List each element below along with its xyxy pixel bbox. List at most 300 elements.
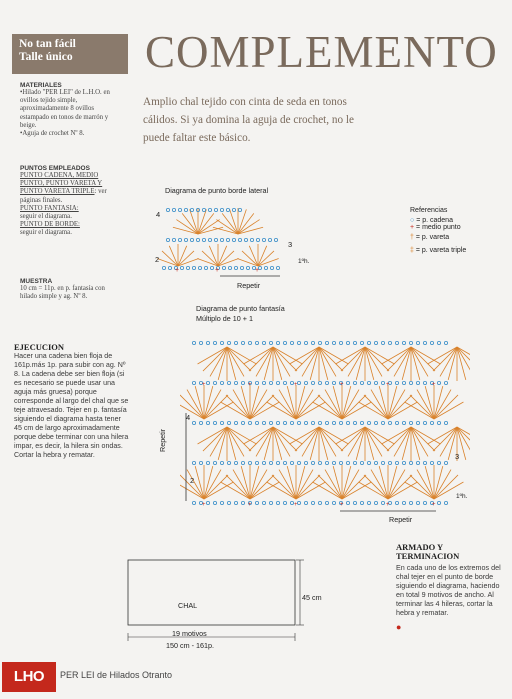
border-chain-stitch	[178, 238, 181, 241]
fantasy-chain-stitch	[388, 341, 391, 344]
stitches-list-note: : ver páginas finales.	[20, 188, 107, 204]
fantasy-chain-stitch	[318, 421, 321, 424]
border-chain-stitch	[196, 238, 199, 241]
fantasy-chain-stitch	[255, 461, 258, 464]
fantasy-chain-stitch	[325, 461, 328, 464]
fantasy-chain-stitch	[318, 501, 321, 504]
fantasy-single-crochet: +	[386, 382, 390, 388]
border-chain-stitch	[162, 266, 165, 269]
triple-crochet-symbol-icon: ‡	[410, 247, 414, 254]
fantasy-single-crochet: +	[340, 382, 344, 388]
fantasy-chain-stitch	[416, 341, 419, 344]
fantasy-chain-stitch	[416, 381, 419, 384]
fantasy-chain-stitch	[367, 461, 370, 464]
fantasy-chain-stitch	[395, 421, 398, 424]
execution-section	[14, 342, 129, 460]
border-chain-stitch	[204, 266, 207, 269]
border-shell-stitch	[213, 227, 238, 234]
badge-size: Talle único	[19, 51, 73, 63]
fantasy-chain-stitch	[290, 341, 293, 344]
fantasy-chain-stitch	[206, 501, 209, 504]
schematic-label: CHAL	[178, 601, 198, 610]
footer-text: PER LEI de Hilados Otranto	[60, 670, 173, 680]
fantasy-single-crochet: +	[340, 502, 344, 508]
badge-difficulty: No tan fácil	[19, 38, 76, 50]
fantasy-diagram-multiple: Múltiplo de 10 + 1	[196, 314, 253, 323]
fantasy-chain-stitch	[269, 341, 272, 344]
fantasy-chain-stitch	[444, 501, 447, 504]
fantasy-chain-stitch	[325, 421, 328, 424]
fantasy-chain-stitch	[339, 341, 342, 344]
fantasy-chain-stitch	[297, 341, 300, 344]
fantasy-chain-stitch	[241, 341, 244, 344]
fantasy-chain-stitch	[381, 421, 384, 424]
border-chain-stitch	[172, 238, 175, 241]
border-chain-stitch	[180, 266, 183, 269]
fantasy-chain-stitch	[255, 501, 258, 504]
fantasy-chain-stitch	[395, 381, 398, 384]
fantasy-chain-stitch	[395, 461, 398, 464]
materials-item-hook: •Aguja de crochet Nº 8.	[20, 130, 85, 138]
fantasy-chain-stitch	[241, 381, 244, 384]
fantasy-chain-stitch	[206, 461, 209, 464]
fantasy-chain-stitch	[346, 341, 349, 344]
border-chain-stitch	[166, 208, 169, 211]
fantasy-chain-stitch	[227, 421, 230, 424]
legend-chain: ○ = p. cadena	[410, 217, 453, 224]
border-chain-stitch	[210, 266, 213, 269]
border-chain-stitch	[192, 266, 195, 269]
fantasy-chain-stitch	[360, 461, 363, 464]
border-row-3-label: 3	[288, 240, 293, 249]
legend	[410, 207, 500, 254]
border-shell-stitch	[162, 251, 178, 266]
fantasy-chain-stitch	[346, 461, 349, 464]
fantasy-chain-stitch	[192, 381, 195, 384]
fantasy-chain-stitch	[283, 381, 286, 384]
fantasy-chain-stitch	[276, 501, 279, 504]
border-chain-stitch	[226, 208, 229, 211]
border-diagram-title: Diagrama de punto borde lateral	[165, 186, 269, 195]
fantasy-chain-stitch	[423, 461, 426, 464]
fantasy-chain-stitch	[304, 501, 307, 504]
double-crochet-symbol-icon: †	[410, 234, 414, 241]
fantasy-chain-stitch	[297, 461, 300, 464]
border-chain-stitch	[190, 208, 193, 211]
fantasy-chain-stitch	[444, 421, 447, 424]
border-chain-stitch	[238, 238, 241, 241]
fantasy-chain-stitch	[213, 341, 216, 344]
fantasy-chain-stitch	[304, 341, 307, 344]
fantasy-chain-stitch	[395, 501, 398, 504]
fantasy-chain-stitch	[437, 381, 440, 384]
fantasy-chain-stitch	[311, 421, 314, 424]
stitches-section	[20, 165, 120, 238]
border-shell-stitch	[198, 209, 206, 234]
fantasy-chain-stitch	[192, 501, 195, 504]
fantasy-chain-stitch	[290, 421, 293, 424]
border-diagram	[150, 196, 310, 288]
fantasy-diagram-title: Diagrama de punto fantasía	[196, 304, 285, 313]
border-chain-stitch	[246, 266, 249, 269]
border-chain-stitch	[178, 208, 181, 211]
border-shell-stitch	[198, 220, 220, 234]
fantasy-chain-stitch	[248, 421, 251, 424]
stitches-list: PUNTO CADENA, MEDIO PUNTO, PUNTO VARETA Y PUNTO VARETA TRIPLE	[20, 172, 103, 196]
border-shell-stitch	[216, 220, 238, 234]
fantasy-chain-stitch	[220, 341, 223, 344]
fantasy-chain-stitch	[339, 461, 342, 464]
border-chain-stitch	[232, 208, 235, 211]
fantasy-chain-stitch	[430, 461, 433, 464]
fantasy-chain-stitch	[234, 341, 237, 344]
stitch-fantasia-note: seguir el diagrama.	[20, 213, 72, 221]
fantasy-chain-stitch	[423, 421, 426, 424]
border-chain-stitch	[262, 238, 265, 241]
stitches-heading: PUNTOS EMPLEADOS	[20, 165, 90, 172]
border-shell-stitch	[190, 209, 198, 234]
border-shell-stitch	[222, 213, 238, 234]
fantasy-chain-stitch	[192, 341, 195, 344]
fantasy-chain-stitch	[276, 461, 279, 464]
fantasy-chain-stitch	[234, 461, 237, 464]
fantasy-chain-stitch	[213, 421, 216, 424]
fantasy-single-crochet: +	[248, 382, 252, 388]
fantasy-chain-stitch	[402, 501, 405, 504]
border-chain-stitch	[214, 208, 217, 211]
fantasy-chain-stitch	[199, 421, 202, 424]
fantasy-chain-stitch	[311, 341, 314, 344]
single-crochet-symbol-icon: +	[410, 224, 415, 231]
fantasy-chain-stitch	[430, 341, 433, 344]
fantasy-chain-stitch	[283, 421, 286, 424]
border-chain-stitch	[198, 266, 201, 269]
finishing-section	[396, 543, 506, 635]
fantasy-chain-stitch	[353, 341, 356, 344]
stitch-fantasia-label: PUNTO FANTASIA:	[20, 204, 79, 212]
end-marker-icon: ●	[396, 622, 402, 632]
fantasy-chain-stitch	[374, 421, 377, 424]
brand-logo: LHO	[2, 662, 56, 692]
fantasy-chain-stitch	[255, 421, 258, 424]
fantasy-chain-stitch	[381, 381, 384, 384]
fantasy-single-crochet: +	[248, 502, 252, 508]
border-chain-stitch	[190, 238, 193, 241]
legend-heading: Referencias	[410, 207, 448, 214]
difficulty-badge	[12, 34, 128, 74]
fantasy-chain-stitch	[227, 461, 230, 464]
schematic-motifs: 19 motivos	[172, 629, 207, 638]
fantasy-chain-stitch	[409, 501, 412, 504]
fantasy-chain-stitch	[332, 341, 335, 344]
fantasy-chain-stitch	[360, 421, 363, 424]
fantasy-chain-stitch	[381, 341, 384, 344]
border-chain-stitch	[184, 208, 187, 211]
chal-schematic	[118, 555, 318, 655]
fantasy-chain-stitch	[437, 461, 440, 464]
border-chain-stitch	[186, 266, 189, 269]
fantasy-chain-stitch	[325, 341, 328, 344]
fantasy-chain-stitch	[437, 501, 440, 504]
fantasy-diagram	[180, 323, 470, 515]
stitch-border-note: seguir el diagrama.	[20, 229, 72, 237]
border-chain-stitch	[264, 266, 267, 269]
fantasy-chain-stitch	[304, 461, 307, 464]
fantasy-chain-stitch	[409, 381, 412, 384]
execution-end: Cortar la hebra y rematar.	[14, 451, 95, 459]
fantasy-chain-stitch	[262, 461, 265, 464]
border-chain-stitch	[214, 238, 217, 241]
fantasy-chain-stitch	[290, 461, 293, 464]
fantasy-chain-stitch	[409, 461, 412, 464]
fantasy-chain-stitch	[304, 421, 307, 424]
border-shell-stitch	[238, 220, 260, 234]
border-chain-stitch	[208, 238, 211, 241]
fantasy-chain-stitch	[353, 461, 356, 464]
fantasy-chain-stitch	[227, 341, 230, 344]
fantasy-chain-stitch	[269, 461, 272, 464]
fantasy-chain-stitch	[430, 421, 433, 424]
border-chain-stitch	[226, 238, 229, 241]
fantasy-single-crochet: +	[294, 502, 298, 508]
border-shell-stitch	[182, 213, 198, 234]
fantasy-chain-stitch	[276, 341, 279, 344]
fantasy-single-crochet: +	[432, 382, 436, 388]
fantasy-chain-stitch	[360, 341, 363, 344]
border-shell-stitch	[238, 209, 246, 234]
border-single-crochet: +	[175, 267, 180, 274]
finishing-text: En cada uno de los extremos del chal tejer en el punto de borde siguiendo el diagrama, haciendo en total 9 motivos de ancho. Al terminar las 4 hileras, cortar la hebra y rematar.	[396, 563, 501, 617]
fantasy-chain-stitch	[318, 341, 321, 344]
fantasy-chain-stitch	[381, 461, 384, 464]
border-shell-stitch	[258, 251, 274, 266]
fantasy-chain-stitch	[367, 381, 370, 384]
fantasy-chain-stitch	[283, 341, 286, 344]
fantasy-chain-stitch	[325, 381, 328, 384]
fantasy-chain-stitch	[304, 381, 307, 384]
border-chain-stitch	[240, 266, 243, 269]
fantasy-chain-stitch	[416, 501, 419, 504]
fantasy-chain-stitch	[297, 501, 300, 504]
fantasy-chain-stitch	[241, 461, 244, 464]
border-chain-stitch	[168, 266, 171, 269]
fantasy-chain-stitch	[276, 381, 279, 384]
fantasy-chain-stitch	[374, 381, 377, 384]
fantasy-chain-stitch	[353, 421, 356, 424]
fantasy-chain-stitch	[213, 461, 216, 464]
fantasy-chain-stitch	[206, 341, 209, 344]
fantasy-chain-stitch	[199, 341, 202, 344]
border-row-4-label: 4	[156, 210, 161, 219]
legend-double: † = p. vareta	[410, 234, 450, 241]
fantasy-row-4-label: 4	[186, 413, 191, 422]
stitch-border-label: PUNTO DE BORDE:	[20, 221, 80, 229]
fantasy-chain-stitch	[227, 501, 230, 504]
legend-triple: ‡ = p. vareta triple	[410, 247, 467, 254]
fantasy-chain-stitch	[423, 501, 426, 504]
fantasy-chain-stitch	[269, 501, 272, 504]
border-shell-stitch	[230, 209, 238, 234]
fantasy-chain-stitch	[283, 461, 286, 464]
border-chain-stitch	[228, 266, 231, 269]
fantasy-chain-stitch	[220, 501, 223, 504]
materials-item-yarn: •Hilado "PER LEI" de L.H.O. en ovillos tejido simple, aproximadamente 8 ovillos estampado en tonos de marrón y beige.	[20, 89, 110, 129]
fantasy-single-crochet: +	[386, 502, 390, 508]
fantasy-chain-stitch	[360, 381, 363, 384]
border-chain-stitch	[208, 208, 211, 211]
fantasy-chain-stitch	[381, 501, 384, 504]
schematic-width: 150 cm - 161p.	[166, 641, 214, 650]
fantasy-chain-stitch	[206, 381, 209, 384]
fantasy-chain-stitch	[192, 461, 195, 464]
fantasy-chain-stitch	[332, 501, 335, 504]
border-chain-stitch	[166, 238, 169, 241]
border-shell-stitch	[176, 220, 198, 234]
fantasy-chain-stitch	[262, 341, 265, 344]
materials-heading: MATERIALES	[20, 82, 62, 89]
border-shell-stitch	[198, 213, 214, 234]
fantasy-chain-stitch	[283, 501, 286, 504]
fantasy-chain-stitch	[213, 381, 216, 384]
schematic-height: 45 cm	[302, 593, 322, 602]
fantasy-chain-stitch	[332, 421, 335, 424]
border-shell-stitch	[238, 227, 263, 234]
fantasy-chain-stitch	[444, 381, 447, 384]
border-chain-stitch	[256, 238, 259, 241]
border-chain-stitch	[232, 238, 235, 241]
fantasy-chain-stitch	[346, 501, 349, 504]
execution-heading: EJECUCION	[14, 342, 65, 352]
border-shell-stitch	[218, 251, 234, 266]
fantasy-chain-stitch	[318, 461, 321, 464]
fantasy-chain-stitch	[262, 421, 265, 424]
fantasy-chain-stitch	[220, 421, 223, 424]
fantasy-chain-stitch	[416, 461, 419, 464]
fantasy-chain-stitch	[234, 421, 237, 424]
fantasy-chain-stitch	[402, 381, 405, 384]
fantasy-chain-stitch	[255, 381, 258, 384]
fantasy-chain-stitch	[241, 501, 244, 504]
fantasy-chain-stitch	[241, 421, 244, 424]
page-title: COMPLEMENTO	[145, 27, 498, 77]
fantasy-chain-stitch	[255, 341, 258, 344]
fantasy-single-crochet: +	[202, 382, 206, 388]
border-chain-stitch	[220, 238, 223, 241]
fantasy-chain-stitch	[367, 421, 370, 424]
fantasy-chain-stitch	[262, 381, 265, 384]
fantasy-row-2-label: 2	[190, 476, 195, 485]
border-shell-stitch	[242, 251, 258, 266]
fantasy-chain-stitch	[395, 341, 398, 344]
fantasy-chain-stitch	[346, 421, 349, 424]
fantasy-chain-stitch	[213, 501, 216, 504]
fantasy-row-1-label: 1ºh.	[456, 493, 468, 500]
border-shell-stitch	[198, 227, 223, 234]
fantasy-chain-stitch	[402, 421, 405, 424]
fantasy-chain-stitch	[234, 501, 237, 504]
fantasy-chain-stitch	[248, 461, 251, 464]
fantasy-chain-stitch	[311, 461, 314, 464]
border-shell-stitch	[238, 213, 254, 234]
chain-symbol-icon: ○	[410, 217, 415, 224]
border-single-crochet: +	[255, 267, 260, 274]
fantasy-chain-stitch	[444, 341, 447, 344]
border-row-1-label: 1ºh.	[298, 258, 310, 265]
fantasy-chain-stitch	[311, 381, 314, 384]
fantasy-chain-stitch	[318, 381, 321, 384]
fantasy-chain-stitch	[339, 421, 342, 424]
fantasy-chain-stitch	[374, 461, 377, 464]
border-chain-stitch	[184, 238, 187, 241]
fantasy-chain-stitch	[437, 421, 440, 424]
fantasy-chain-stitch	[409, 421, 412, 424]
fantasy-chain-stitch	[367, 341, 370, 344]
fantasy-chain-stitch	[409, 341, 412, 344]
gauge-heading: MUESTRA	[20, 278, 53, 285]
fantasy-chain-stitch	[269, 381, 272, 384]
border-repeat-label: Repetir	[237, 281, 261, 290]
fantasy-chain-stitch	[388, 421, 391, 424]
intro-text: Amplio chal tejido con cinta de seda en tonos cálidos. Si ya domina la aguja de crochet, no le puede faltar este básico.	[143, 96, 354, 144]
border-chain-stitch	[244, 238, 247, 241]
fantasy-chain-stitch	[248, 341, 251, 344]
fantasy-row-3-label: 3	[455, 452, 460, 461]
materials-section	[20, 82, 120, 138]
fantasy-chain-stitch	[444, 461, 447, 464]
border-chain-stitch	[222, 266, 225, 269]
finishing-heading: ARMADO Y TERMINACION	[396, 542, 460, 561]
fantasy-chain-stitch	[234, 381, 237, 384]
border-shell-stitch	[178, 251, 194, 266]
fantasy-chain-stitch	[206, 421, 209, 424]
fantasy-chain-stitch	[388, 461, 391, 464]
fantasy-chain-stitch	[346, 381, 349, 384]
border-shell-stitch	[202, 251, 218, 266]
fantasy-repeat-vertical: Repetir	[158, 428, 167, 452]
border-chain-stitch	[238, 208, 241, 211]
border-chain-stitch	[234, 266, 237, 269]
fantasy-chain-stitch	[353, 501, 356, 504]
fantasy-chain-stitch	[220, 461, 223, 464]
fantasy-chain-stitch	[192, 421, 195, 424]
border-chain-stitch	[172, 208, 175, 211]
border-chain-stitch	[250, 238, 253, 241]
border-chain-stitch	[274, 238, 277, 241]
gauge-section	[20, 278, 110, 301]
fantasy-single-crochet: +	[432, 502, 436, 508]
border-chain-stitch	[220, 208, 223, 211]
legend-single: + = medio punto	[410, 224, 461, 231]
fantasy-chain-stitch	[269, 421, 272, 424]
fantasy-chain-stitch	[437, 341, 440, 344]
fantasy-chain-stitch	[262, 501, 265, 504]
fantasy-chain-stitch	[367, 501, 370, 504]
fantasy-single-crochet: +	[294, 382, 298, 388]
execution-text: Hacer una cadena bien floja de 161p.más 1p. para subir con ag. Nº 8. La cadena debe ser bien floja (si es necesario se puede usar una aguja más gruesa) porque corresponde al largo del chal que se teje atravesado. Tejer en p. fantasía siguiendo el diagrama hasta tener 45 cm de largo aproximadamente porque debe terminar con una hilera impar, es decir, la hilera sin ondas.	[14, 352, 129, 450]
border-chain-stitch	[268, 238, 271, 241]
fantasy-chain-stitch	[297, 421, 300, 424]
fantasy-chain-stitch	[276, 421, 279, 424]
border-chain-stitch	[202, 208, 205, 211]
fantasy-chain-stitch	[402, 461, 405, 464]
fantasy-chain-stitch	[297, 381, 300, 384]
fantasy-chain-stitch	[374, 341, 377, 344]
fantasy-chain-stitch	[360, 501, 363, 504]
fantasy-chain-stitch	[220, 381, 223, 384]
border-row-2-label: 2	[155, 255, 160, 264]
fantasy-chain-stitch	[332, 381, 335, 384]
border-chain-stitch	[270, 266, 273, 269]
